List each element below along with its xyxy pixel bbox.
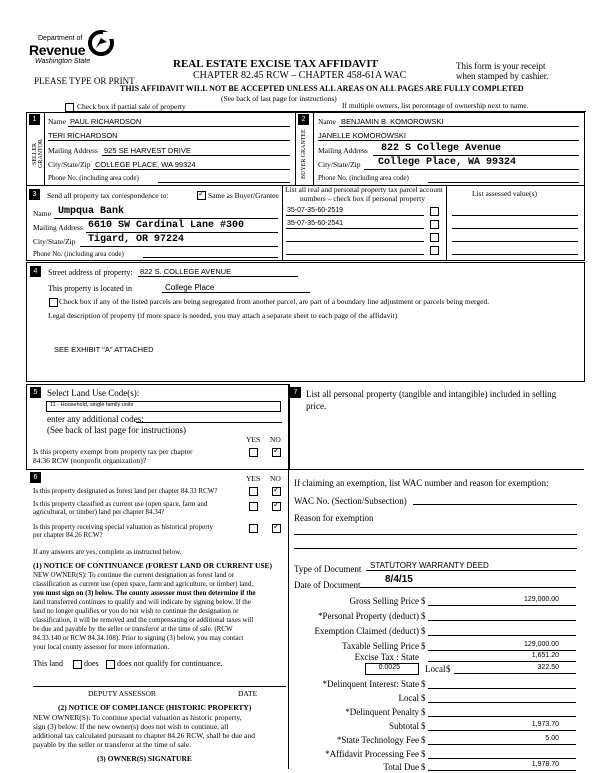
notice1-line-7: be due and payable by the seller or transferor at the time of sale. (RCW [33, 625, 233, 633]
taxable-price-value[interactable]: 129,000.00 [523, 641, 559, 648]
notice1-line-5: land no longer qualifies or you do not wish to continue the designation or [33, 607, 239, 615]
does-not-label: does not qualify for continuance. [117, 659, 223, 668]
receipt-note-2: when stamped by cashier. [456, 71, 549, 81]
seller-city-label: City/State/Zip [48, 160, 91, 169]
buyer-side-label: BUYER GRANTEE [301, 129, 307, 179]
multiple-owners-note: If multiple owners, list percentage of ownership next to name. [342, 101, 529, 110]
historic-question-2: per chapter 84.26 RCW? [33, 531, 103, 539]
notice2-line-2: sign (3) below. If the new owner(s) does not wish to continue, all [33, 722, 229, 731]
street-label: Street address of property: [48, 268, 133, 277]
current-use-no-checkbox[interactable] [272, 502, 281, 511]
buyer-phone-label: Phone No. (including area code) [318, 174, 409, 182]
corr-city[interactable]: Tigard, OR 97224 [88, 234, 185, 245]
land-use-value: 11 - Household, single family units [50, 402, 134, 408]
notice1-line-9: your local county assessor for more information. [33, 643, 170, 651]
doc-type-label: Type of Document [294, 564, 362, 574]
see-back-note: (See back of last page for instructions) [221, 94, 337, 103]
subtotal-value[interactable]: 1,973.70 [531, 721, 559, 728]
owner-signature-title: (3) OWNER(S) SIGNATURE [97, 754, 192, 763]
gross-price-label: Gross Selling Price [349, 596, 419, 606]
same-as-buyer-checkbox[interactable] [197, 191, 206, 200]
doc-type[interactable]: STATUTORY WARRANTY DEED [370, 561, 489, 570]
parcel-3-personal-checkbox[interactable] [430, 233, 439, 242]
notice-compliance-title: (2) NOTICE OF COMPLIANCE (HISTORIC PROPERTY) [58, 703, 252, 712]
personal-property-label-2: price. [306, 401, 327, 411]
exempt-question-1: Is this property exempt from property tax per chapter [33, 447, 193, 456]
parcel-1-personal-checkbox[interactable] [430, 207, 439, 216]
dor-logo-icon [88, 30, 114, 56]
excise-state-label: Excise Tax : State [354, 652, 419, 662]
exempt-question-2: 84.36 RCW (nonprofit organization)? [33, 456, 147, 465]
processing-fee-currency: $ [421, 749, 426, 759]
local-rate-value: 0.0025 [378, 664, 400, 671]
seller-name-label: Name [48, 117, 66, 126]
reason-label: Reason for exemption [294, 513, 374, 523]
total-due-value[interactable]: 1,978.70 [531, 761, 559, 768]
exempt-yes-checkbox[interactable] [249, 448, 258, 457]
deputy-assessor-label: DEPUTY ASSESSOR [88, 689, 156, 698]
seller-phone-label: Phone No. (including area code) [48, 174, 139, 182]
corr-city-label: City/State/Zip [33, 237, 76, 246]
this-land-label: This land [33, 659, 63, 668]
s6-no-header: NO [270, 474, 281, 483]
warning-text: THIS AFFIDAVIT WILL NOT BE ACCEPTED UNLESS ALL AREAS ON ALL PAGES ARE FULLY COMPLETED [120, 84, 524, 93]
notice2-line-3: additional tax calculated pursuant to chapter 84.26 RCW, shall be due and [33, 731, 255, 740]
delinquent-local-currency: $ [421, 693, 426, 703]
parcels-header-1: List all real and personal property tax parcel account [285, 185, 443, 194]
total-due-label: Total Due [383, 762, 419, 772]
subtotal-currency: $ [421, 721, 426, 731]
parcels-header-2: numbers – check box if personal property [300, 194, 425, 203]
s5-no-header: NO [270, 435, 281, 444]
buyer-mailing[interactable]: 822 S College Avenue [381, 143, 502, 154]
dept-line2: Revenue [29, 42, 86, 58]
excise-local-label: Local [425, 664, 446, 674]
exemption-label: If claiming an exemption, list WAC number and reason for exemption: [294, 478, 549, 488]
delinquent-interest-currency: $ [421, 679, 426, 689]
if-yes-note: If any answers are yes, complete as instructed below. [33, 548, 182, 556]
legal-description[interactable]: SEE EXHIBIT "A" ATTACHED [54, 345, 154, 354]
exemption-deduct-label: Exemption Claimed (deduct) [314, 626, 419, 636]
delinquent-penalty-currency: $ [421, 707, 426, 717]
corr-name-label: Name [33, 209, 51, 218]
located-label: This property is located in [48, 284, 132, 293]
total-due-currency: $ [421, 762, 426, 772]
additional-codes-label: enter any additional codes: [47, 414, 144, 424]
section-4-number: 4 [30, 266, 41, 277]
assessed-header: List assessed value(s) [472, 189, 537, 198]
land-use-label: Select Land Use Code(s): [47, 388, 140, 398]
exemption-currency: $ [421, 626, 426, 636]
property-street[interactable]: 822 S. COLLEGE AVENUE [140, 267, 232, 276]
personal-currency: $ [421, 611, 426, 621]
section-3-number: 3 [29, 189, 40, 200]
corr-mailing[interactable]: 6610 SW Cardinal Lane #300 [88, 220, 245, 231]
delinquent-local-label: Local [398, 693, 419, 703]
receipt-note-1: This form is your receipt [456, 61, 546, 71]
seller-mailing[interactable]: 925 SE HARVEST DRIVE [104, 146, 191, 155]
notice1-line-1: NEW OWNER(S): To continue the current designation as forest land or [33, 571, 235, 579]
doc-date[interactable]: 8/4/15 [385, 574, 413, 585]
section-1-number: 1 [29, 114, 40, 125]
current-use-question-1: Is this property classified as current use (open space, farm and [33, 500, 208, 508]
buyer-mailing-label: Mailing Address [318, 146, 368, 155]
seller-name-2[interactable]: TERI RICHARDSON [48, 131, 118, 140]
notice1-line-2: classification as current use (open space, farm and agriculture, or timber) land, [33, 580, 254, 588]
exempt-no-checkbox[interactable] [272, 448, 281, 457]
subtotal-label: Subtotal [388, 721, 419, 731]
notice1-line-4: land transferred continues to qualify and will indicate by signing below. If the [33, 598, 251, 606]
located-city[interactable]: College Place [165, 283, 215, 292]
print-note: PLEASE TYPE OR PRINT [34, 76, 135, 86]
parcel-4-personal-checkbox[interactable] [430, 246, 439, 255]
taxable-currency: $ [421, 641, 426, 651]
gross-price-value[interactable]: 129,000.00 [523, 596, 559, 603]
legal-description-label: Legal description of property (if more space is needed, you may attach a separate sheet to each page of the affidavit) [48, 311, 398, 320]
excise-state-value[interactable]: 1,651.20 [531, 652, 559, 659]
form-chapters: CHAPTER 82.45 RCW – CHAPTER 458-61A WAC [193, 70, 407, 81]
corr-phone-label: Phone No. (including area code) [33, 250, 124, 258]
s5-yes-header: YES [246, 435, 261, 444]
personal-property-label-1: List all personal property (tangible and intangible) included in selling [306, 389, 557, 399]
notice1-line-3: you must sign on (3) below. The county assessor must then determine if the [33, 589, 256, 597]
delinquent-penalty-label: *Delinquent Penalty [345, 707, 419, 717]
tech-fee-label: *State Technology Fee [336, 735, 419, 745]
historic-no-checkbox[interactable] [272, 524, 281, 533]
corr-mailing-label: Mailing Address [33, 223, 83, 232]
section-7-number: 7 [290, 387, 301, 398]
same-as-buyer-label: Same as Buyer/Grantee [208, 191, 279, 200]
notice1-line-8: 84.33.140 or RCW 84.34.108). Prior to signing (3) below, you may contact [33, 634, 244, 642]
notice1-line-6: classification, it will be removed and the compensating or additional taxes will [33, 616, 254, 624]
excise-local-value[interactable]: 322.50 [537, 664, 559, 671]
seller-city[interactable]: COLLEGE PLACE, WA 99324 [95, 160, 196, 169]
current-use-yes-checkbox[interactable] [249, 502, 258, 511]
partial-sale-label: Check box if partial sale of property [77, 102, 186, 111]
notice2-line-4: payable by the seller or transferor at the time of sale. [33, 740, 192, 749]
tech-fee-value[interactable]: 5.00 [545, 735, 559, 742]
assessor-date-label: DATE [238, 689, 258, 698]
notice-continuance-title: (1) NOTICE OF CONTINUANCE (FOREST LAND OR CURRENT USE) [33, 561, 273, 570]
forest-question: Is this property designated as forest land per chapter 84.33 RCW? [33, 487, 218, 495]
processing-fee-label: *Affidavit Processing Fee [325, 749, 419, 759]
personal-property-deduct-label: *Personal Property (deduct) [318, 611, 419, 621]
property-box [26, 262, 585, 382]
forest-no-checkbox[interactable] [272, 487, 281, 496]
seller-name-1[interactable]: PAUL RICHARDSON [70, 117, 142, 126]
section-6-number: 6 [30, 472, 41, 483]
parcel-1[interactable]: 35-07-35-60-2519 [287, 207, 344, 214]
corr-name[interactable]: Umpqua Bank [58, 206, 125, 217]
wac-label: WAC No. (Section/Subsection) [294, 496, 407, 506]
segregated-checkbox[interactable] [49, 298, 58, 307]
section-2-number: 2 [298, 114, 309, 125]
gross-currency: $ [421, 596, 426, 606]
seller-mailing-label: Mailing Address [48, 146, 98, 155]
does-qualify-checkbox[interactable] [73, 660, 82, 669]
does-not-qualify-checkbox[interactable] [106, 660, 115, 669]
section-5-number: 5 [30, 387, 41, 398]
buyer-city-label: City/State/Zip [318, 160, 361, 169]
send-correspondence-label: Send all property tax correspondence to: [47, 191, 169, 200]
forest-yes-checkbox[interactable] [249, 487, 258, 496]
dept-line3: Washington State [35, 58, 91, 65]
segregated-label: Check box if any of the listed parcels are being segregated from another parcel, are part of a boundary line adjustment or parcels being merged. [59, 297, 490, 306]
tech-fee-currency: $ [421, 735, 426, 745]
historic-question-1: Is this property receiving special valuation as historical property [33, 523, 214, 531]
land-use-see-back: (See back of last page for instructions) [47, 425, 186, 435]
parcel-2[interactable]: 35-07-35-60-2541 [287, 220, 344, 227]
buyer-city[interactable]: College Place, WA 99324 [378, 157, 517, 168]
does-label: does [84, 659, 99, 668]
parcel-2-personal-checkbox[interactable] [430, 220, 439, 229]
current-use-question-2: agricultural, or timber) land per chapter 84.34? [33, 508, 165, 516]
delinquent-interest-label: *Delinquent Interest: State [322, 679, 419, 689]
doc-date-label: Date of Document [294, 580, 361, 590]
notice2-line-1: NEW OWNER(S): To continue special valuation as historic property, [33, 713, 242, 722]
dept-line1: Department of [38, 35, 83, 42]
seller-side-label: SELLER GRANTOR [32, 139, 44, 169]
buyer-name-1[interactable]: BENJAMIN B. KOMOROWSKI [341, 117, 444, 126]
taxable-price-label: Taxable Selling Price [342, 641, 419, 651]
historic-yes-checkbox[interactable] [249, 524, 258, 533]
buyer-name-2[interactable]: JANELLE KOMOROWSKI [318, 131, 406, 140]
buyer-name-label: Name [318, 117, 336, 126]
local-currency: $ [446, 664, 451, 674]
form-title: REAL ESTATE EXCISE TAX AFFIDAVIT [173, 58, 378, 70]
s6-yes-header: YES [246, 474, 261, 483]
